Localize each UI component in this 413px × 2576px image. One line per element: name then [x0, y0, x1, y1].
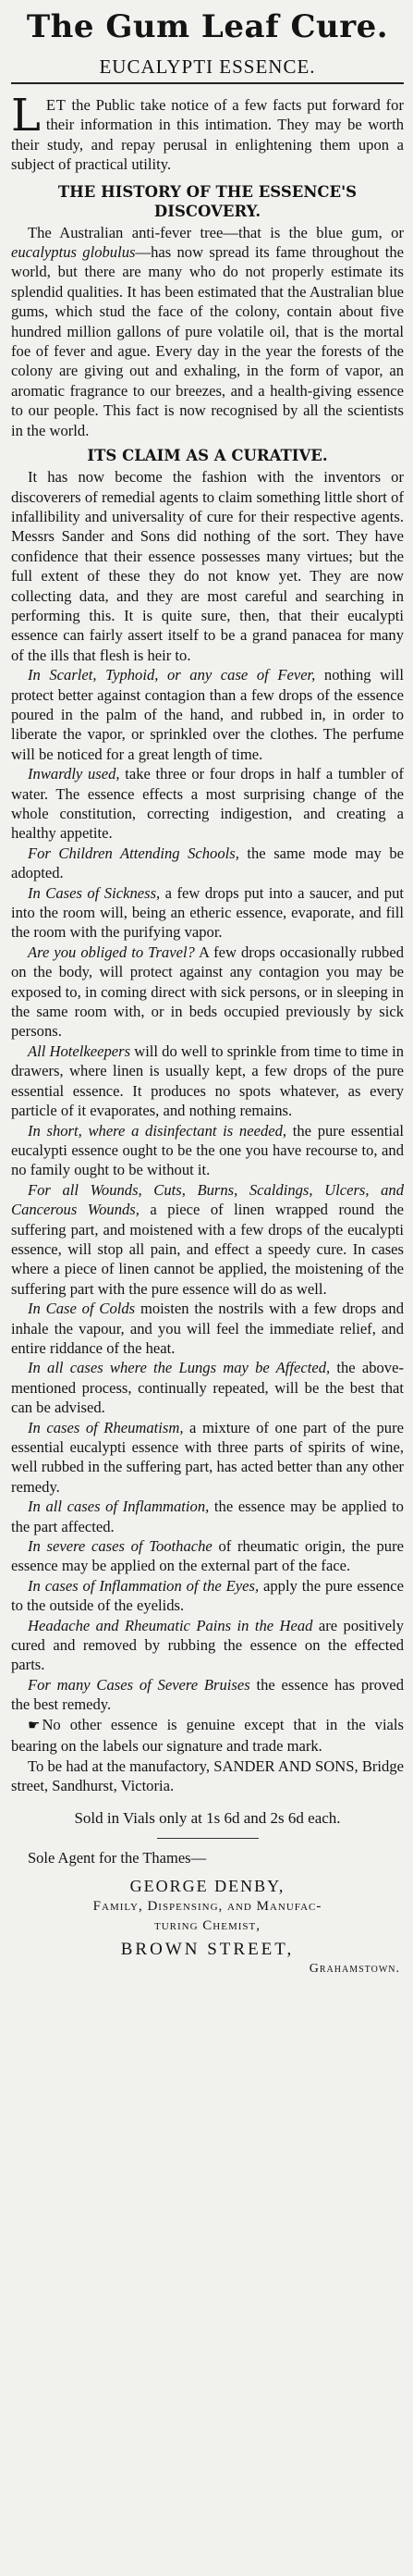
inflammation-paragraph — [11, 1497, 404, 1536]
lungs-text: the above-mentioned process, continually repeated, will be the best that can be advised. — [11, 1359, 404, 1417]
dealer-town: Grahamstown. — [309, 1962, 400, 1977]
travel-paragraph — [11, 943, 404, 1041]
eyes-lead: In cases of Inflammation of the Eyes, — [28, 1576, 260, 1595]
inflammation-text: the essence may be applied to the part affected. — [11, 1498, 404, 1535]
disinfectant-text: the pure essential eucalypti essence ought to be the one you have recourse to, and no family ought to be without it. — [11, 1121, 405, 1179]
inflammation-lead: In all cases of Inflammation, — [28, 1498, 210, 1516]
toothache-text: of rheumatic origin, the pure essence may be applied on the external part of the face. — [11, 1537, 405, 1575]
hotel-lead: All Hotelkeepers — [28, 1041, 131, 1060]
schools-paragraph — [11, 844, 404, 883]
toothache-paragraph — [11, 1536, 404, 1576]
eyes-paragraph — [11, 1576, 404, 1616]
claim-paragraph: It has now become the fashion with the inventors or discoverers of remedial agents to claim something little short of infallibility and universality of cure for their respective agents. Messrs Sander and Sons did nothing of the sort. They have confidence that their essence possesses many virtues; but the full extent of these they do not know yet. They are now collecting data, and they are most careful and searching in performing this. It is quite sure, then, that their eucalypti essence can fairly assert itself to be a grand panacea for many of the ills that flesh is heir to. — [11, 468, 404, 664]
disinfectant-paragraph — [11, 1121, 404, 1180]
ad-subtitle: EUCALYPTI ESSENCE. — [99, 55, 316, 78]
bruises-paragraph — [11, 1675, 404, 1715]
hotel-paragraph — [11, 1041, 404, 1121]
headache-lead: Headache and Rheumatic Pains in the Head — [28, 1616, 313, 1634]
disinfectant-lead: In short, where a disinfectant is needed, — [28, 1121, 287, 1140]
fever-text: nothing will protect better against contagion than a few drops of the essence poured in the palm of the hand, and rubbed in, in order to liberate the vapor, or sprinkled over the clothes. The perfume will be noticed for a great length of time. — [11, 666, 404, 763]
inward-paragraph — [11, 764, 404, 844]
schools-text: the same mode may be adopted. — [11, 844, 404, 882]
section-heading-claim: ITS CLAIM AS A CURATIVE. — [87, 447, 328, 465]
manufactory-paragraph: To be had at the manufactory, SANDER AND SONS, Bridge street, Sandhurst, Victoria. — [11, 1756, 404, 1794]
history-text-a: The Australian anti-fever tree—that is the blue gum, or — [28, 223, 404, 241]
schools-lead: For Children Attending Schools, — [28, 844, 239, 862]
colds-paragraph — [11, 1299, 404, 1358]
sickness-lead: In Cases of Sickness, — [28, 883, 161, 902]
hotel-text: will do well to sprinkle from time to time in drawers, where linen is usually kept, a few drops of the pure essential essence. It produces no spots whatever, as every particle of it evaporates, and nothing remains. — [11, 1041, 405, 1120]
lungs-paragraph — [11, 1358, 404, 1417]
headache-text: are positively cured and removed by rubbing the essence on the effected parts. — [11, 1616, 404, 1674]
inward-text: take three or four drops in half a tumbler of water. The essence effects a most surprising change of the whole constitution, correcting indigestion, and creating a healthy appetite. — [11, 765, 404, 843]
section-heading-history: THE HISTORY OF THE ESSENCE'S DISCOVERY. — [57, 182, 358, 220]
colds-lead: In Case of Colds — [28, 1300, 136, 1318]
drop-cap: L — [11, 90, 41, 142]
sickness-paragraph — [11, 883, 404, 943]
rheumatism-lead: In cases of Rheumatism, — [28, 1418, 184, 1436]
dealer-trade-line2: turing Chemist, — [154, 1918, 261, 1934]
headache-paragraph — [11, 1616, 404, 1675]
colds-text: moisten the nostrils with a few drops and inhale the vapour, and you will feel the immediate relief, and entire riddance of the heat. — [11, 1300, 404, 1357]
dealer-trade-line1: Family, Dispensing, and Manufac- — [92, 1899, 322, 1915]
wounds-text: a piece of linen wrapped round the suffering part, and moistened with a few drops of the eucalypti essence, will stop all pain, and effect a speedy cure. In cases where a piece of linen cannot be applied, the moistening of the suffering part with the pure essence will do as well. — [11, 1201, 405, 1298]
ad-title: The Gum Leaf Cure. — [26, 8, 389, 45]
sickness-text: a few drops put into a saucer, and put into the room will, being an etheric essence, evaporate, and fill the room with the purifying vapor. — [11, 883, 404, 942]
intro-lead: ET — [45, 96, 67, 114]
fever-lead: In Scarlet, Typhoid, or any case of Fever, — [28, 666, 316, 684]
rheumatism-paragraph — [11, 1418, 404, 1498]
genuine-notice-text: No other essence is genuine except that in the vials bearing on the labels our signature and trade mark. — [11, 1715, 404, 1756]
history-species: eucalyptus globulus — [11, 243, 136, 262]
genuine-notice — [11, 1715, 404, 1756]
divider — [11, 82, 404, 84]
history-text-b: —has now spread its fame throughout the world, but there are many who do not properly estimate its splendid qualities. It has been estimated that the Australian blue gums, which stud the face of the colony, contain about five hundred million gallons of pure volatile oil, that is the mortal foe of fever and ague. Every day in the year the forests of the colony are giving out and exhaling, in the form of vapor, an aromatic fragrance to our breezes, and a health-giving essence to our people. This fact is now recognised by all the scientists in the world. — [11, 243, 404, 439]
wounds-paragraph — [11, 1180, 404, 1299]
lungs-lead: In all cases where the Lungs may be Affected, — [28, 1359, 331, 1377]
wounds-lead: For all Wounds, Cuts, Burns, Scaldings, Ulcers, and Cancerous Wounds, — [11, 1180, 404, 1219]
fever-paragraph — [11, 665, 404, 764]
price-line: Sold in Vials only at 1s 6d and 2s 6d each. — [74, 1809, 341, 1828]
travel-text: A few drops occasionally rubbed on the body, will protect against any contagion you may be exposed to, in coming direct with sick persons, or in sleeping in the same room with, or in beds occupied previously by sick persons. — [11, 943, 404, 1041]
agent-label: Sole Agent for the Thames— — [28, 1848, 207, 1867]
inward-lead: Inwardly used, — [28, 765, 120, 783]
rheumatism-text: a mixture of one part of the pure essential eucalypti essence with three parts of spirits of wine, well rubbed in the suffering part, has acted better than any other remedy. — [11, 1418, 404, 1496]
intro-paragraph — [11, 90, 404, 175]
history-paragraph — [11, 223, 404, 440]
dealer-street: BROWN STREET, — [120, 1940, 295, 1960]
dealer-name: GEORGE DENBY, — [129, 1877, 285, 1896]
short-divider — [157, 1838, 259, 1839]
travel-lead: Are you obliged to Travel? — [28, 943, 195, 961]
bruises-text: the essence has proved the best remedy. — [11, 1675, 404, 1714]
pointing-hand-icon: ☛ — [28, 1718, 41, 1733]
bruises-lead: For many Cases of Severe Bruises — [28, 1675, 250, 1694]
eyes-text: apply the pure essence to the outside of the eyelids. — [11, 1576, 405, 1615]
toothache-lead: In severe cases of Toothache — [28, 1537, 213, 1556]
intro-text: the Public take notice of a few facts put forward for their information in this intimation. They may be worth their study, and repay perusal in enlightening them upon a subject of practical utility. — [11, 96, 404, 174]
